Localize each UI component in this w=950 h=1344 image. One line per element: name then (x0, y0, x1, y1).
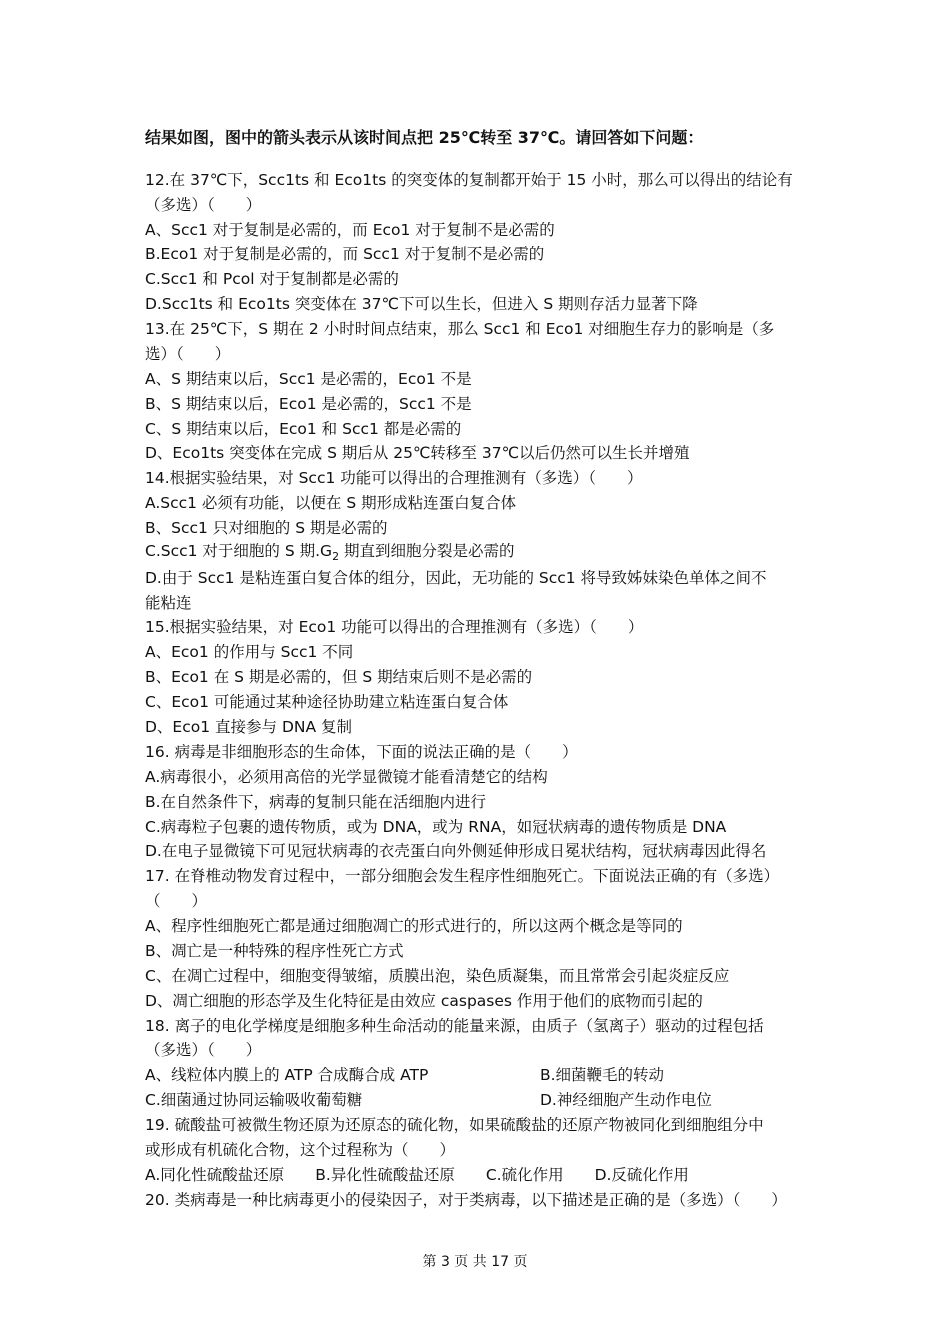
q13-option-c: C、S 期结束以后，Eco1 和 Scc1 都是必需的 (145, 420, 462, 438)
q16-option-d: D.在电子显微镜下可见冠状病毒的衣壳蛋白向外侧延伸形成日冕状结构，冠状病毒因此得名 (145, 842, 767, 860)
page-footer: 第 3 页 共 17 页 (422, 1254, 528, 1270)
q14-stem: 14.根据实验结果，对 Scc1 功能可以得出的合理推测有（多选）（ ） (145, 469, 643, 487)
q13-stem: 13.在 25℃下，S 期在 2 小时时间点结束，那么 Scc1 和 Eco1 对细胞生存力的影响是（多 (145, 320, 775, 338)
q18-options-cd (145, 1090, 712, 1110)
q19-options: A.同化性硫酸盐还原 B.异化性硫酸盐还原 C.硫化作用 D.反硫化作用 (145, 1166, 689, 1184)
q18-option-b: B.细菌鞭毛的转动 (540, 1066, 665, 1084)
q14-option-a: A.Scc1 必须有功能，以便在 S 期形成粘连蛋白复合体 (145, 494, 517, 512)
q13-stem-cont: 选）（ ） (145, 345, 231, 363)
q17-stem-cont: （ ） (145, 892, 208, 910)
q16-option-a: A.病毒很小，必须用高倍的光学显微镜才能看清楚它的结构 (145, 768, 548, 786)
q12-option-d: D.Scc1ts 和 Eco1ts 突变体在 37℃下可以生长，但进入 S 期则存活力显著下降 (145, 295, 698, 313)
q18-stem: 18. 离子的电化学梯度是细胞多种生命活动的能量来源，由质子（氢离子）驱动的过程包括 (145, 1017, 764, 1035)
q18-option-c: C.细菌通过协同运输吸收葡萄糖 (145, 1091, 363, 1109)
q12-option-c: C.Scc1 和 Pcol 对于复制都是必需的 (145, 270, 399, 288)
q20-stem: 20. 类病毒是一种比病毒更小的侵染因子，对于类病毒，以下描述是正确的是（多选）（ ） (145, 1191, 787, 1209)
q13-option-b: B、S 期结束以后，Eco1 是必需的，Scc1 不是 (145, 395, 472, 413)
q13-option-a: A、S 期结束以后，Scc1 是必需的，Eco1 不是 (145, 370, 472, 388)
q17-option-c: C、在凋亡过程中，细胞变得皱缩，质膜出泡，染色质凝集，而且常常会引起炎症反应 (145, 967, 730, 985)
q15-option-c: C、Eco1 可能通过某种途径协助建立粘连蛋白复合体 (145, 693, 509, 711)
q12-stem-cont: （多选）（ ） (145, 196, 262, 214)
q16-option-c: C.病毒粒子包裹的遗传物质，或为 DNA，或为 RNA，如冠状病毒的遗传物质是 DNA (145, 818, 727, 836)
q19-stem-cont: 或形成有机硫化合物，这个过程称为（ ） (145, 1141, 456, 1159)
q17-stem: 17. 在脊椎动物发育过程中，一部分细胞会发生程序性细胞死亡。下面说法正确的有（多选） (145, 867, 780, 885)
q18-option-d: D.神经细胞产生动作电位 (540, 1091, 712, 1109)
q14-option-d-cont: 能粘连 (145, 594, 192, 612)
q17-option-a: A、程序性细胞死亡都是通过细胞凋亡的形式进行的，所以这两个概念是等同的 (145, 917, 683, 935)
q18-options-ab (145, 1065, 664, 1085)
q14-option-c (145, 541, 515, 567)
q12-option-b: B.Eco1 对于复制是必需的，而 Scc1 对于复制不是必需的 (145, 245, 545, 263)
q13-option-d: D、Eco1ts 突变体在完成 S 期后从 25℃转移至 37℃以后仍然可以生长并增殖 (145, 444, 690, 462)
q15-option-a: A、Eco1 的作用与 Scc1 不同 (145, 643, 354, 661)
q15-option-d: D、Eco1 直接参与 DNA 复制 (145, 718, 353, 736)
q18-option-a: A、线粒体内膜上的 ATP 合成酶合成 ATP (145, 1066, 429, 1084)
q12-stem: 12.在 37℃下，Scc1ts 和 Eco1ts 的突变体的复制都开始于 15 小时，那么可以得出的结论有 (145, 171, 793, 189)
q14-option-c-post: 期直到细胞分裂是必需的 (339, 542, 515, 560)
q14-option-d: D.由于 Scc1 是粘连蛋白复合体的组分，因此，无功能的 Scc1 将导致姊妹染色单体之间不 (145, 569, 767, 587)
q12-option-a: A、Scc1 对于复制是必需的，而 Eco1 对于复制不是必需的 (145, 221, 555, 239)
q17-option-b: B、凋亡是一种特殊的程序性死亡方式 (145, 942, 404, 960)
q16-option-b: B.在自然条件下，病毒的复制只能在活细胞内进行 (145, 793, 487, 811)
q18-stem-cont: （多选）（ ） (145, 1041, 262, 1059)
q14-option-c-pre: C.Scc1 对于细胞的 S 期.G (145, 542, 333, 560)
q16-stem: 16. 病毒是非细胞形态的生命体，下面的说法正确的是（ ） (145, 743, 578, 761)
intro-text: 结果如图，图中的箭头表示从该时间点把 25℃转至 37℃。请回答如下问题： (145, 128, 704, 147)
q17-option-d: D、凋亡细胞的形态学及生化特征是由效应 caspases 作用于他们的底物而引起的 (145, 992, 703, 1010)
q14-option-c-sub: 2 (332, 550, 340, 564)
q14-option-b: B、Scc1 只对细胞的 S 期是必需的 (145, 519, 388, 537)
q15-option-b: B、Eco1 在 S 期是必需的，但 S 期结束后则不是必需的 (145, 668, 533, 686)
q15-stem: 15.根据实验结果，对 Eco1 功能可以得出的合理推测有（多选）（ ） (145, 618, 644, 636)
q19-stem: 19. 硫酸盐可被微生物还原为还原态的硫化物，如果硫酸盐的还原产物被同化到细胞组分中 (145, 1116, 764, 1134)
